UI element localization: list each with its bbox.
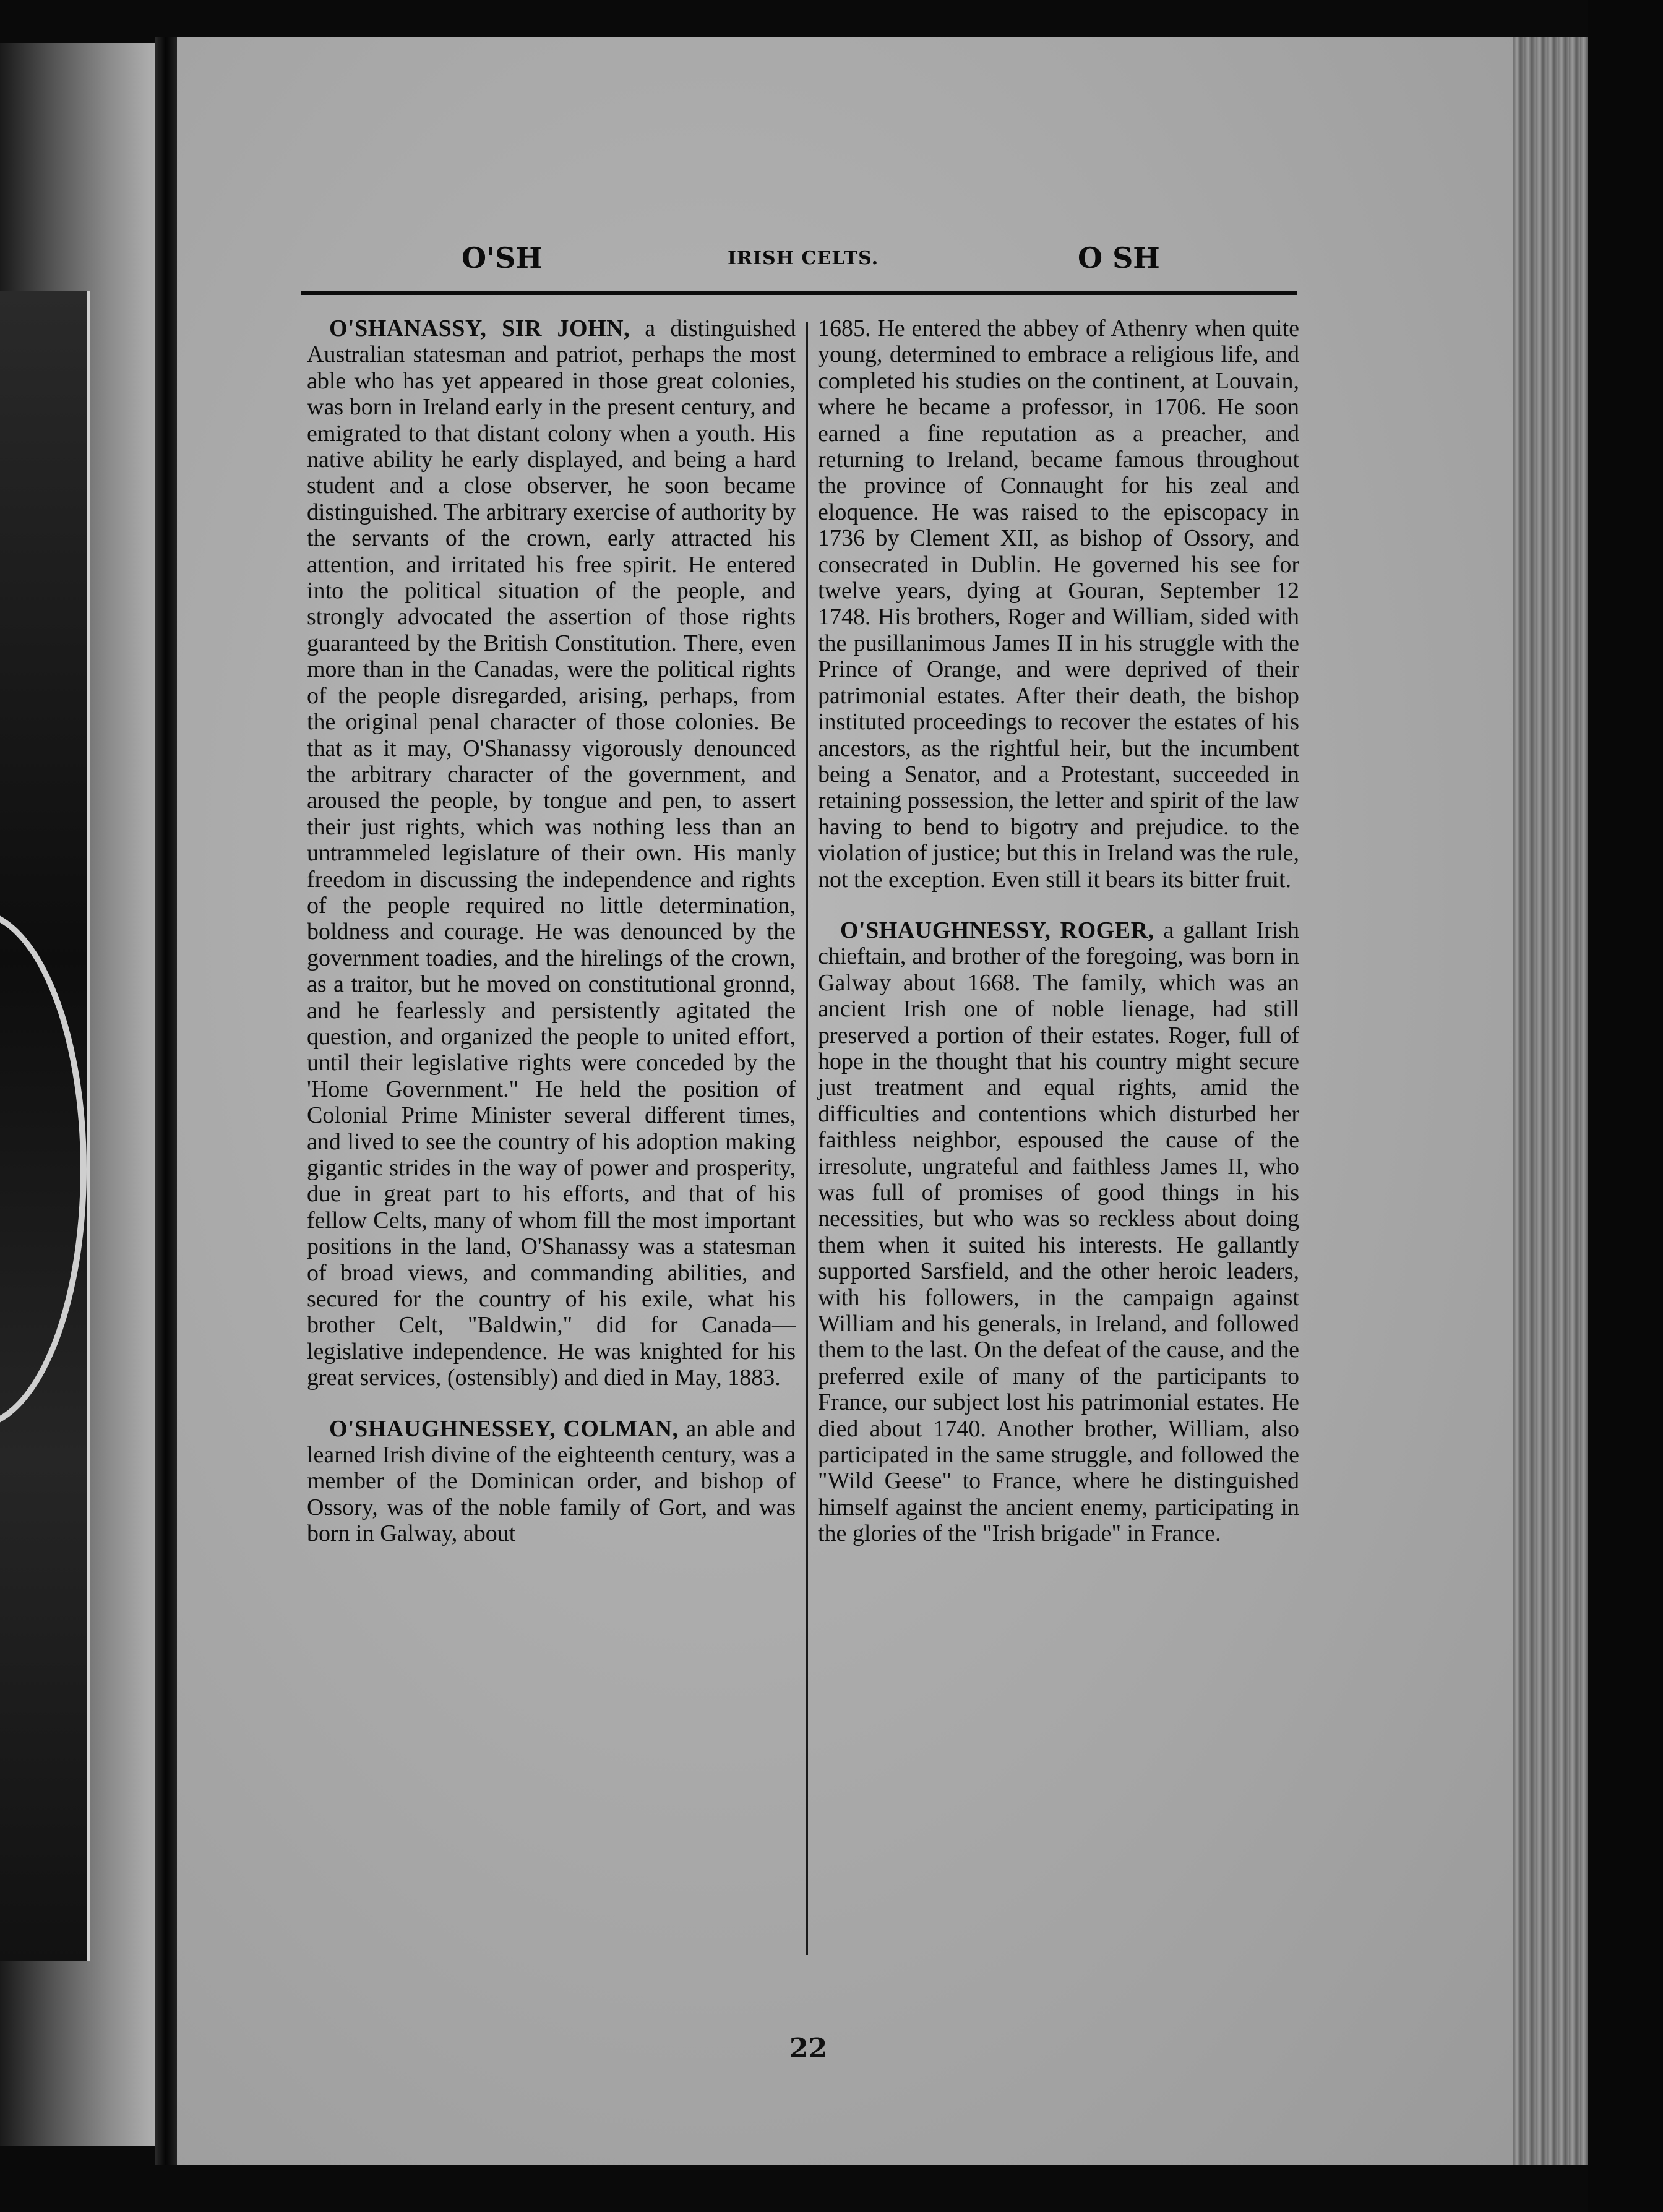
running-header (177, 241, 1513, 278)
entry-heading: O'SHANASSY, SIR JOHN, (329, 315, 630, 341)
header-left: O'SH (462, 241, 543, 275)
right-column (818, 315, 1299, 1547)
entry-text: an able and learned Irish divine of the eighteenth century, was a member of the Dominican order, and bishop of Ossory, was of the noble family of Gort, and was born in Galway, about (307, 1415, 796, 1547)
page-number: 22 (789, 2033, 828, 2064)
book-gutter (155, 37, 177, 2165)
entry-oshanassy (307, 315, 796, 1391)
header-right: O SH (1078, 241, 1160, 275)
entry-text: 1685. He entered the abbey of Athenry when quite young, determined to embrace a religious life, and completed his studies on the continent, at Louvain, where he became a professor, in 1706. He soon earned a fine reputation as a preacher, and returning to Ireland, became famous throughout the province of Connaught for his zeal and eloquence. He was raised to the episcopacy in 1736 by Clement XII, as bishop of Ossory, and consecrated in Dublin. He governed his see for twelve years, dying at Gouran, September 12 1748. His brothers, Roger and William, sided with the pusillanimous James II in his struggle with the Prince of Orange, and were deprived of their patrimonial estates. After their death, the bishop instituted proceedings to recover the estates of his ancestors, as the rightful heir, but the incumbent being a Senator, and a Protestant, succeeded in retaining possession, the letter and spirit of the law having to bend to bigotry and prejudice. to the violation of justice; but this in Ireland was the rule, not the exception. Even still it bears its bitter fruit. (818, 315, 1299, 893)
entry-heading: O'SHAUGHNESSY, ROGER, (840, 917, 1154, 943)
entry-colman-continued (818, 315, 1299, 893)
book-page (177, 37, 1513, 2165)
header-title: IRISH CELTS. (728, 247, 879, 269)
facing-page (0, 43, 155, 2146)
entry-oshaughnessy-roger (818, 917, 1299, 1547)
entry-text: a gallant Irish chieftain, and brother of the foregoing, was born in Galway about 1668. The family, which was an ancient Irish one of noble lienage, had still preserved a portion of their estates. Roger, full of hope in the thought that his country might secure just treatment and equal rights, amid the difficulties and contentions which disturbed her faithless neighbor, espoused the cause of the irresolute, ungrateful and faithless James II, who was full of promises of good things in his necessities, but who was so reckless about doing them when it suited his interests. He gallantly supported Sarsfield, and the other heroic leaders, with his followers, in the campaign against William and his generals, in Ireland, and followed them to the last. On the defeat of the cause, and the preferred exile of many of the participants to France, our subject lost his patrimonial estates. He died about 1740. Another brother, William, also participated in the same struggle, and followed the "Wild Geese" to France, where he distinguished himself against the ancient enemy, participating in the glories of the "Irish brigade" in France. (818, 917, 1299, 1547)
page-edges (1513, 37, 1588, 2165)
column-divider (806, 322, 808, 1955)
entry-text: a distinguished Australian statesman and patriot, perhaps the most able who has yet appeared in those great colonies, was born in Ireland early in the present century, and emigrated to that distant colony when a youth. His native ability he early displayed, and being a hard student and a close observer, he soon became distinguished. The arbitrary exercise of authority by the servants of the crown, early attracted his attention, and irritated his free spirit. He entered into the political situation of the people, and strongly advocated the assertion of those rights guaranteed by the British Constitution. There, even more than in the Canadas, were the political rights of the people disregarded, arising, perhaps, from the original penal character of those colonies. Be that as it may, O'Shanassy vigorously denounced the arbitrary character of the government, and aroused the people, by tongue and pen, to assert their just rights, which was nothing less than an untrammeled legislature of their own. His manly freedom in discussing the independence and rights of the people required no little determination, boldness and courage. He was denounced by the government toadies, and the hirelings of the crown, as a traitor, but he moved on constitutional gronnd, and he fearlessly and persistently agitated the question, and organized the people to united effort, until their legislative rights were conceded by the 'Home Government." He held the position of Colonial Prime Minister several different times, and lived to see the country of his adoption making gigantic strides in the way of power and prosperity, due in great part to his efforts, and that of his fellow Celts, many of whom fill the most important positions in the land, O'Shanassy was a statesman of broad views, and commanding abilities, and secured for the country of his exile, what his brother Celt, "Baldwin," did for Canada—legislative independence. He was knighted for his great services, (ostensibly) and died in May, 1883. (307, 315, 796, 1391)
entry-oshaughnessey-colman (307, 1416, 796, 1547)
header-rule (301, 291, 1297, 295)
left-column (307, 315, 796, 1547)
scan-border (1588, 0, 1663, 2212)
entry-heading: O'SHAUGHNESSEY, COLMAN, (329, 1415, 679, 1442)
